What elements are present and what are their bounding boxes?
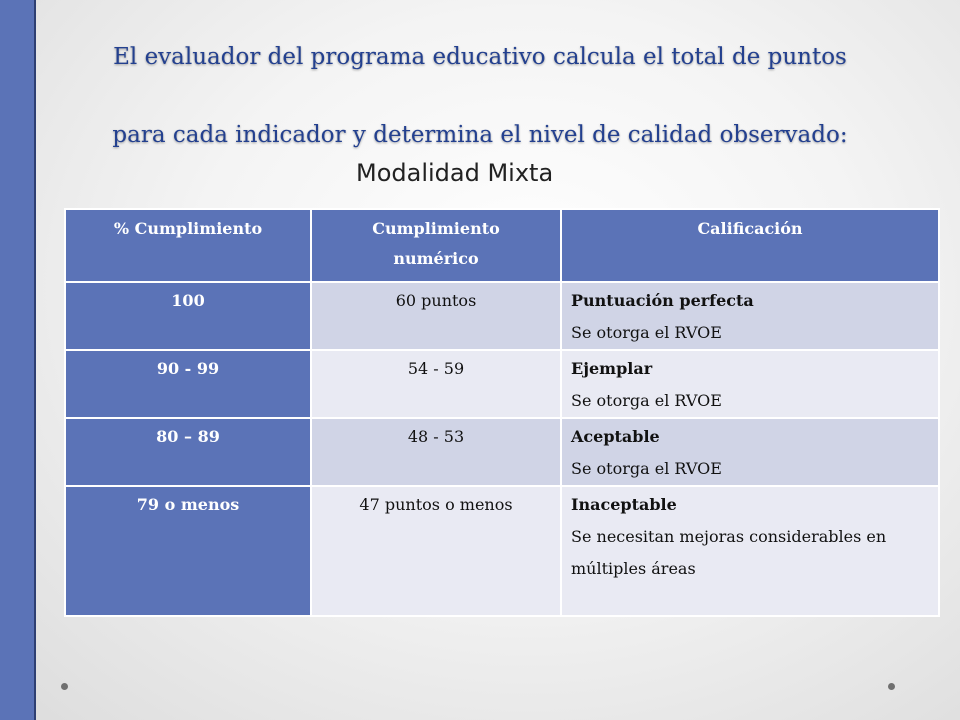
grade-description: Se otorga el RVOE <box>571 391 722 410</box>
left-accent-bar <box>0 0 36 720</box>
cell-percent: 80 – 89 <box>65 418 311 486</box>
cell-grade <box>561 282 939 350</box>
cell-percent: 90 - 99 <box>65 350 311 418</box>
slide-subtitle: Modalidad Mixta <box>356 159 554 187</box>
slide-title-line-1: El evaluador del programa educativo calcula el total de puntos <box>113 44 847 70</box>
cell-grade <box>561 486 939 616</box>
cell-percent: 79 o menos <box>65 486 311 616</box>
header-grade: Calificación <box>561 209 939 282</box>
table-row <box>65 282 939 350</box>
grade-description: Se otorga el RVOE <box>571 459 722 478</box>
grade-description: Se otorga el RVOE <box>571 323 722 342</box>
header-points: Cumplimiento numérico <box>311 209 561 282</box>
grade-name: Puntuación perfecta <box>571 291 754 310</box>
table-row <box>65 486 939 616</box>
table-row <box>65 418 939 486</box>
decorative-dot-right <box>888 683 895 690</box>
grading-table <box>64 208 940 617</box>
grade-name: Aceptable <box>571 427 660 446</box>
slide-title-line-2: para cada indicador y determina el nivel de calidad observado: <box>112 122 848 148</box>
cell-grade <box>561 350 939 418</box>
grade-name: Inaceptable <box>571 495 677 514</box>
grade-description: Se necesitan mejoras considerables en múltiples áreas <box>571 527 887 578</box>
cell-points: 54 - 59 <box>311 350 561 418</box>
table-row <box>65 350 939 418</box>
cell-percent: 100 <box>65 282 311 350</box>
cell-points: 47 puntos o menos <box>311 486 561 616</box>
grade-name: Ejemplar <box>571 359 653 378</box>
table-header-row <box>65 209 939 282</box>
header-percent: % Cumplimiento <box>65 209 311 282</box>
cell-grade <box>561 418 939 486</box>
cell-points: 60 puntos <box>311 282 561 350</box>
cell-points: 48 - 53 <box>311 418 561 486</box>
decorative-dot-left <box>61 683 68 690</box>
